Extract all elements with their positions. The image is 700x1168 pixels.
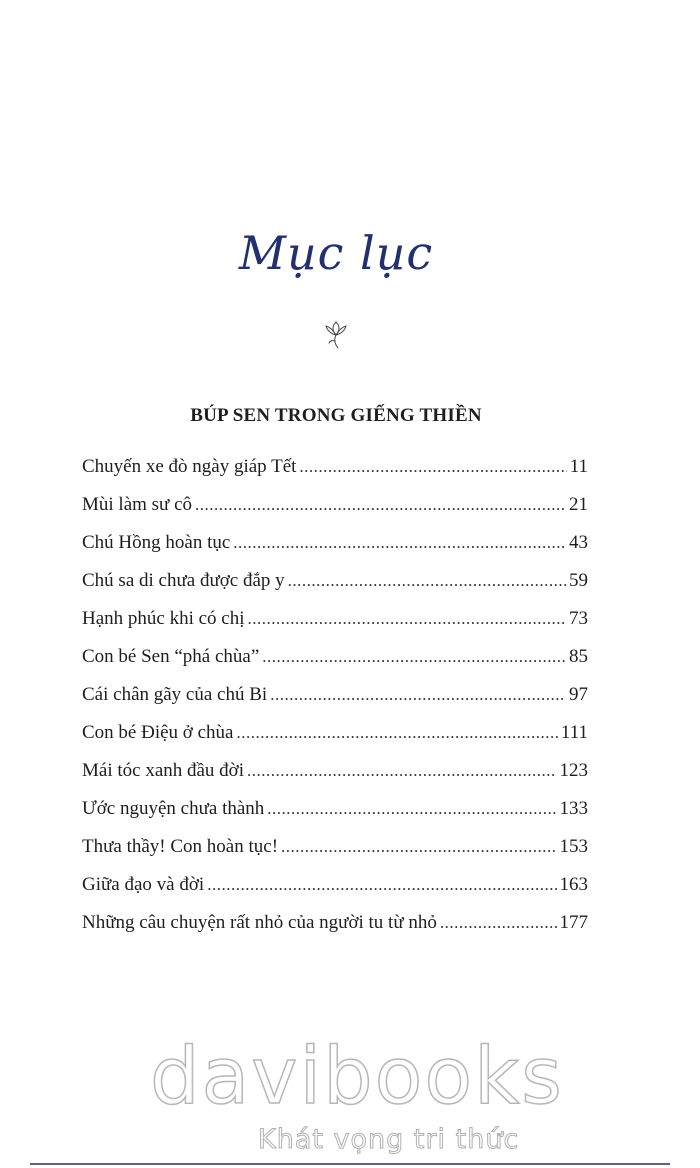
- toc-entry[interactable]: [82, 912, 588, 950]
- dot-leader: [267, 799, 556, 819]
- bottom-rule: [30, 1163, 670, 1165]
- toc-entry-title: Mái tóc xanh đầu đời: [82, 760, 245, 781]
- lotus-ornament-icon: [322, 318, 350, 350]
- toc-entry[interactable]: [82, 456, 588, 494]
- toc-entry[interactable]: [82, 608, 588, 646]
- toc-entry[interactable]: [82, 646, 588, 684]
- watermark-brand: davibooks: [150, 1032, 564, 1122]
- dot-leader: [233, 533, 566, 553]
- dot-leader: [281, 837, 556, 857]
- dot-leader: [299, 457, 566, 477]
- watermark-tagline: Khát vọng tri thức: [258, 1124, 520, 1155]
- toc-entry-title: Thưa thầy! Con hoàn tục!: [82, 836, 279, 857]
- toc-entry[interactable]: [82, 760, 588, 798]
- dot-leader: [195, 495, 566, 515]
- dot-leader: [288, 571, 566, 591]
- toc-entry-title: Mùi làm sư cô: [82, 494, 193, 515]
- toc-entry-title: Ước nguyện chưa thành: [82, 798, 265, 819]
- toc-entry-page: 123: [559, 760, 588, 781]
- toc-entry-page: 163: [559, 874, 588, 895]
- toc-entry-title: Chú Hồng hoàn tục: [82, 532, 231, 553]
- dot-leader: [247, 761, 556, 781]
- toc-entry-page: 97: [569, 684, 588, 705]
- toc-entry-page: 43: [569, 532, 588, 553]
- toc-entry-title: Chú sa di chưa được đắp y: [82, 570, 285, 591]
- toc-entry-title: Hạnh phúc khi có chị: [82, 608, 245, 629]
- dot-leader: [262, 647, 566, 667]
- toc-entry-title: Con bé Sen “phá chùa”: [82, 646, 260, 667]
- toc-entry[interactable]: [82, 684, 588, 722]
- toc-entry-title: Những câu chuyện rất nhỏ của người tu từ nhỏ: [82, 912, 437, 933]
- section-heading: BÚP SEN TRONG GIẾNG THIỀN: [190, 405, 482, 426]
- dot-leader: [236, 723, 557, 743]
- toc-entry-page: 85: [569, 646, 588, 667]
- toc-entry[interactable]: [82, 722, 588, 760]
- toc-entry[interactable]: [82, 874, 588, 912]
- toc-entry-page: 133: [559, 798, 588, 819]
- toc-entry[interactable]: [82, 494, 588, 532]
- toc-entry-title: Giữa đạo và đời: [82, 874, 205, 895]
- page-title: Mục lục: [238, 226, 434, 280]
- toc-entry[interactable]: [82, 836, 588, 874]
- toc-entry-page: 11: [569, 456, 588, 477]
- table-of-contents: [82, 456, 588, 950]
- dot-leader: [207, 875, 556, 895]
- toc-entry-page: 73: [569, 608, 588, 629]
- toc-entry-title: Chuyến xe đò ngày giáp Tết: [82, 456, 297, 477]
- toc-entry-page: 177: [559, 912, 588, 933]
- toc-entry-page: 153: [559, 836, 588, 857]
- toc-entry-page: 111: [560, 722, 588, 743]
- toc-entry-title: Con bé Điệu ở chùa: [82, 722, 234, 743]
- toc-entry-page: 59: [569, 570, 588, 591]
- dot-leader: [440, 913, 557, 933]
- dot-leader: [248, 609, 566, 629]
- toc-entry-title: Cái chân gãy của chú Bi: [82, 684, 268, 705]
- toc-entry[interactable]: [82, 570, 588, 608]
- toc-entry[interactable]: [82, 798, 588, 836]
- toc-entry[interactable]: [82, 532, 588, 570]
- toc-entry-page: 21: [569, 494, 588, 515]
- dot-leader: [270, 685, 566, 705]
